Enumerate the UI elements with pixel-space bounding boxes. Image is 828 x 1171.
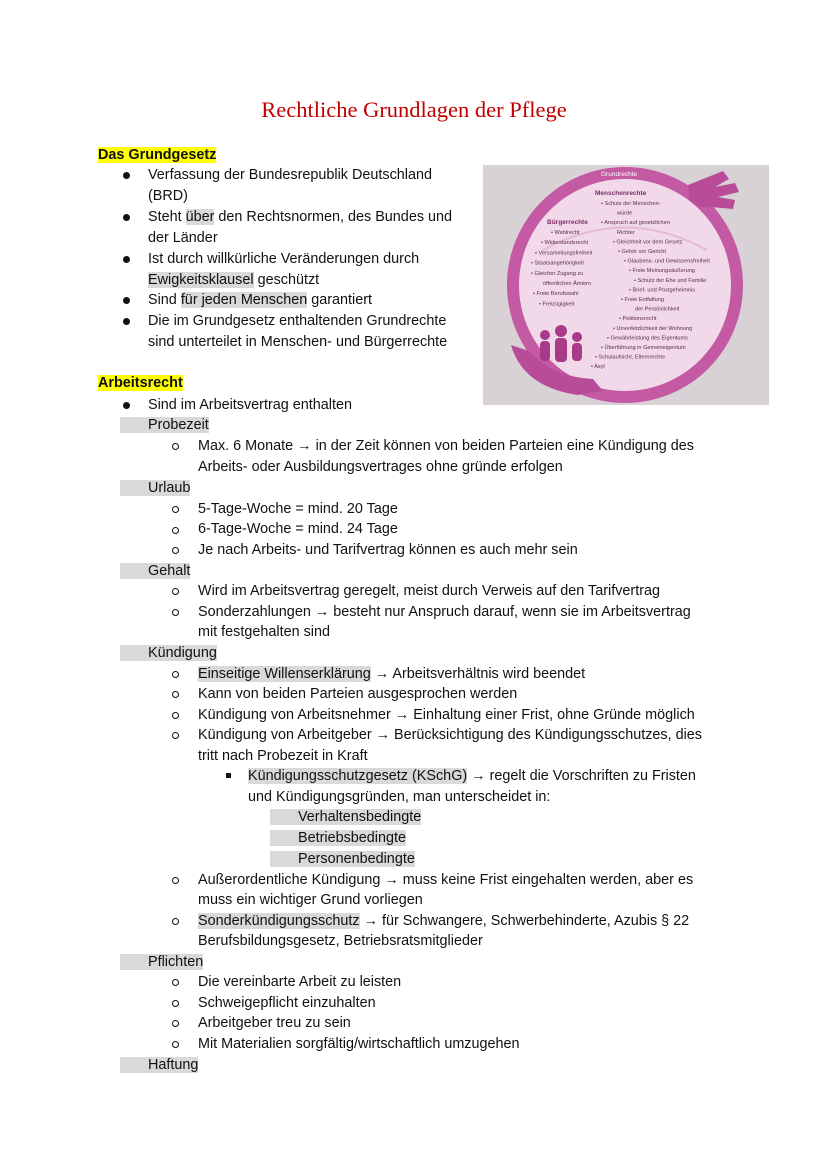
menschenrechte-item: • Glaubens- und Gewissensfreiheit [624,258,710,265]
circle-bullet [172,671,179,678]
gg-item-2-line-1: Steht über den Rechtsnormen, des Bundes und [148,209,453,225]
menschenrechte-item: • Petitionsrecht [619,316,657,323]
circle-bullet [172,1020,179,1027]
buergerrechte-item: • Gleicher Zugang zu [531,270,584,277]
kschg-type-1: Verhaltensbedingte [270,807,421,828]
grundrechte-diagram-photo [483,165,769,405]
buergerrechte-item: • Staatsangehörigkeit [531,260,584,267]
circle-bullet [172,527,179,534]
kuendigung-item-2: Kann von beiden Parteien ausgesprochen werden [198,686,518,702]
circle-bullet [172,547,179,554]
buergerrechte-title: Bürgerrechte [547,219,588,226]
menschenrechte-item: • Anspruch auf gesetzlichen [601,220,670,227]
kschg-line-1: Kündigungsschutzgesetz (KSchG) → regelt die Vorschriften zu Fristen [248,768,696,784]
menschenrechte-item: würde [617,210,633,217]
gg-item-4: Sind für jeden Menschen garantiert [148,292,373,308]
grundrechte-diagram [483,165,769,405]
kuendigung-item-1: Einseitige Willenserklärung → Arbeitsverhältnis wird beendet [198,666,586,682]
kuendigung-item-4-line-2: tritt nach Probezeit in Kraft [198,748,368,764]
menschenrechte-item: • Schutz der Ehe und Familie [634,277,707,284]
gg-item-1-line-1: Verfassung der Bundesrepublik Deutschland [148,167,432,183]
buergerrechte-item: • Freizügigkeit [539,301,575,308]
menschenrechte-item: der Persönlichkeit [635,306,680,313]
bullet [123,297,130,304]
circle-bullet [172,877,179,884]
circle-bullet [172,979,179,986]
urlaub-item-3: Je nach Arbeits- und Tarifvertrag können es auch mehr sein [198,542,578,558]
menschenrechte-item: • Asyl [591,364,605,371]
bullet [123,172,130,179]
bullet [123,256,130,263]
buergerrechte-item: öffentlichen Ämtern [543,281,592,287]
menschenrechte-item: • Gleichheit vor dem Gesetz [613,239,683,246]
buergerrechte-item: • Versammlungsfreiheit [535,250,593,257]
ar-pflichten: Pflichten [120,952,203,973]
ar-urlaub: Urlaub [120,478,190,499]
pflichten-item-1: Die vereinbarte Arbeit zu leisten [198,974,402,990]
kuendigung-item-4-line-1: Kündigung von Arbeitgeber → Berücksichtigung des Kündigungsschutzes, dies [198,727,702,743]
circle-bullet [172,609,179,616]
pflichten-item-4: Mit Materialien sorgfältig/wirtschaftlich umzugehen [198,1036,520,1052]
menschenrechte-item: • Schulaufsicht, Elternrechte [595,354,666,361]
circle-bullet [172,506,179,513]
ar-haftung: Haftung [120,1055,198,1076]
circle-bullet [172,712,179,719]
pflichten-item-3: Arbeitgeber treu zu sein [198,1015,351,1031]
gehalt-item-2-line-2: mit festgehalten sind [198,624,330,640]
ar-gehalt: Gehalt [120,561,190,582]
menschenrechte-item: • Freie Meinungsäußerung [629,268,696,275]
buergerrechte-item: • Freie Berufswahl [533,291,579,298]
kuendigung-ausser-line-1: Außerordentliche Kündigung → muss keine Frist eingehalten werden, aber es [198,872,694,888]
urlaub-item-1: 5-Tage-Woche = mind. 20 Tage [198,501,398,517]
menschenrechte-item: • Brief- und Postgeheimnis [629,287,696,294]
circle-bullet [172,443,179,450]
menschenrechte-item: Richter [617,229,635,236]
probezeit-item-line-2: Arbeits- oder Ausbildungsvertrages ohne gründe erfolgen [198,459,563,475]
menschenrechte-item: • Freie Entfaltung [621,297,665,303]
kuendigung-item-3: Kündigung von Arbeitsnehmer → Einhaltung einer Frist, ohne Gründe möglich [198,707,695,723]
gg-item-5-line-2: sind unterteilet in Menschen- und Bürgerrechte [148,334,448,350]
sonderkuendigung-line-1: Sonderkündigungsschutz → für Schwangere, Schwerbehinderte, Azubis § 22 [198,913,690,929]
kschg-line-2: und Kündigungsgründen, man unterscheidet in: [248,789,551,805]
square-bullet [226,773,231,778]
bullet [123,318,130,325]
gg-item-2-line-2: der Länder [148,230,218,246]
gg-item-5-line-1: Die im Grundgesetz enthaltenden Grundrechte [148,313,447,329]
circle-bullet [172,588,179,595]
kschg-type-2: Betriebsbedingte [270,828,406,849]
section-heading-grundgesetz: Das Grundgesetz [98,147,217,163]
ar-probezeit: Probezeit [120,415,209,436]
label-grundrechte: Grundrechte [601,171,638,178]
gg-item-3-line-1: Ist durch willkürliche Veränderungen durch [148,251,420,267]
menschenrechte-item: • Gehör vor Gericht [618,249,666,255]
ar-kuendigung: Kündigung [120,643,217,664]
circle-bullet [172,918,179,925]
urlaub-item-2: 6-Tage-Woche = mind. 24 Tage [198,521,398,537]
circle-bullet [172,1000,179,1007]
circle-bullet [172,691,179,698]
circle-bullet [172,1041,179,1048]
page-title: Rechtliche Grundlagen der Pflege [261,97,567,122]
menschenrechte-item: • Gewährleistung des Eigentums [607,335,688,342]
menschenrechte-title: Menschenrechte [595,190,647,197]
section-heading-arbeitsrecht: Arbeitsrecht [98,375,183,391]
buergerrechte-item: • Widerstandsrecht [541,240,589,247]
circle-bullet [172,732,179,739]
kschg-type-3: Personenbedingte [270,849,415,870]
bullet [123,402,130,409]
menschenrechte-item: • Überführung in Gemeineigentum [601,345,686,351]
probezeit-item-line-1: Max. 6 Monate → in der Zeit können von beiden Parteien eine Kündigung des [198,438,694,454]
gehalt-item-1: Wird im Arbeitsvertrag geregelt, meist durch Verweis auf den Tarifvertrag [198,583,661,599]
menschenrechte-item: • Schutz der Menschen- [601,201,661,207]
bullet [123,214,130,221]
gg-item-1-line-2: (BRD) [148,188,188,204]
gg-item-3-line-2: Ewigkeitsklausel geschützt [148,272,320,288]
ar-vertrag: Sind im Arbeitsvertrag enthalten [148,397,352,413]
gehalt-item-2-line-1: Sonderzahlungen → besteht nur Anspruch darauf, wenn sie im Arbeitsvertrag [198,604,691,620]
pflichten-item-2: Schweigepflicht einzuhalten [198,995,376,1011]
sonderkuendigung-line-2: Berufsbildungsgesetz, Betriebsratsmitglieder [198,933,483,949]
menschenrechte-item: • Unverletzlichkeit der Wohnung [613,325,693,332]
kuendigung-ausser-line-2: muss ein wichtiger Grund vorliegen [198,892,423,908]
buergerrechte-item: • Wahlrecht [551,230,580,236]
